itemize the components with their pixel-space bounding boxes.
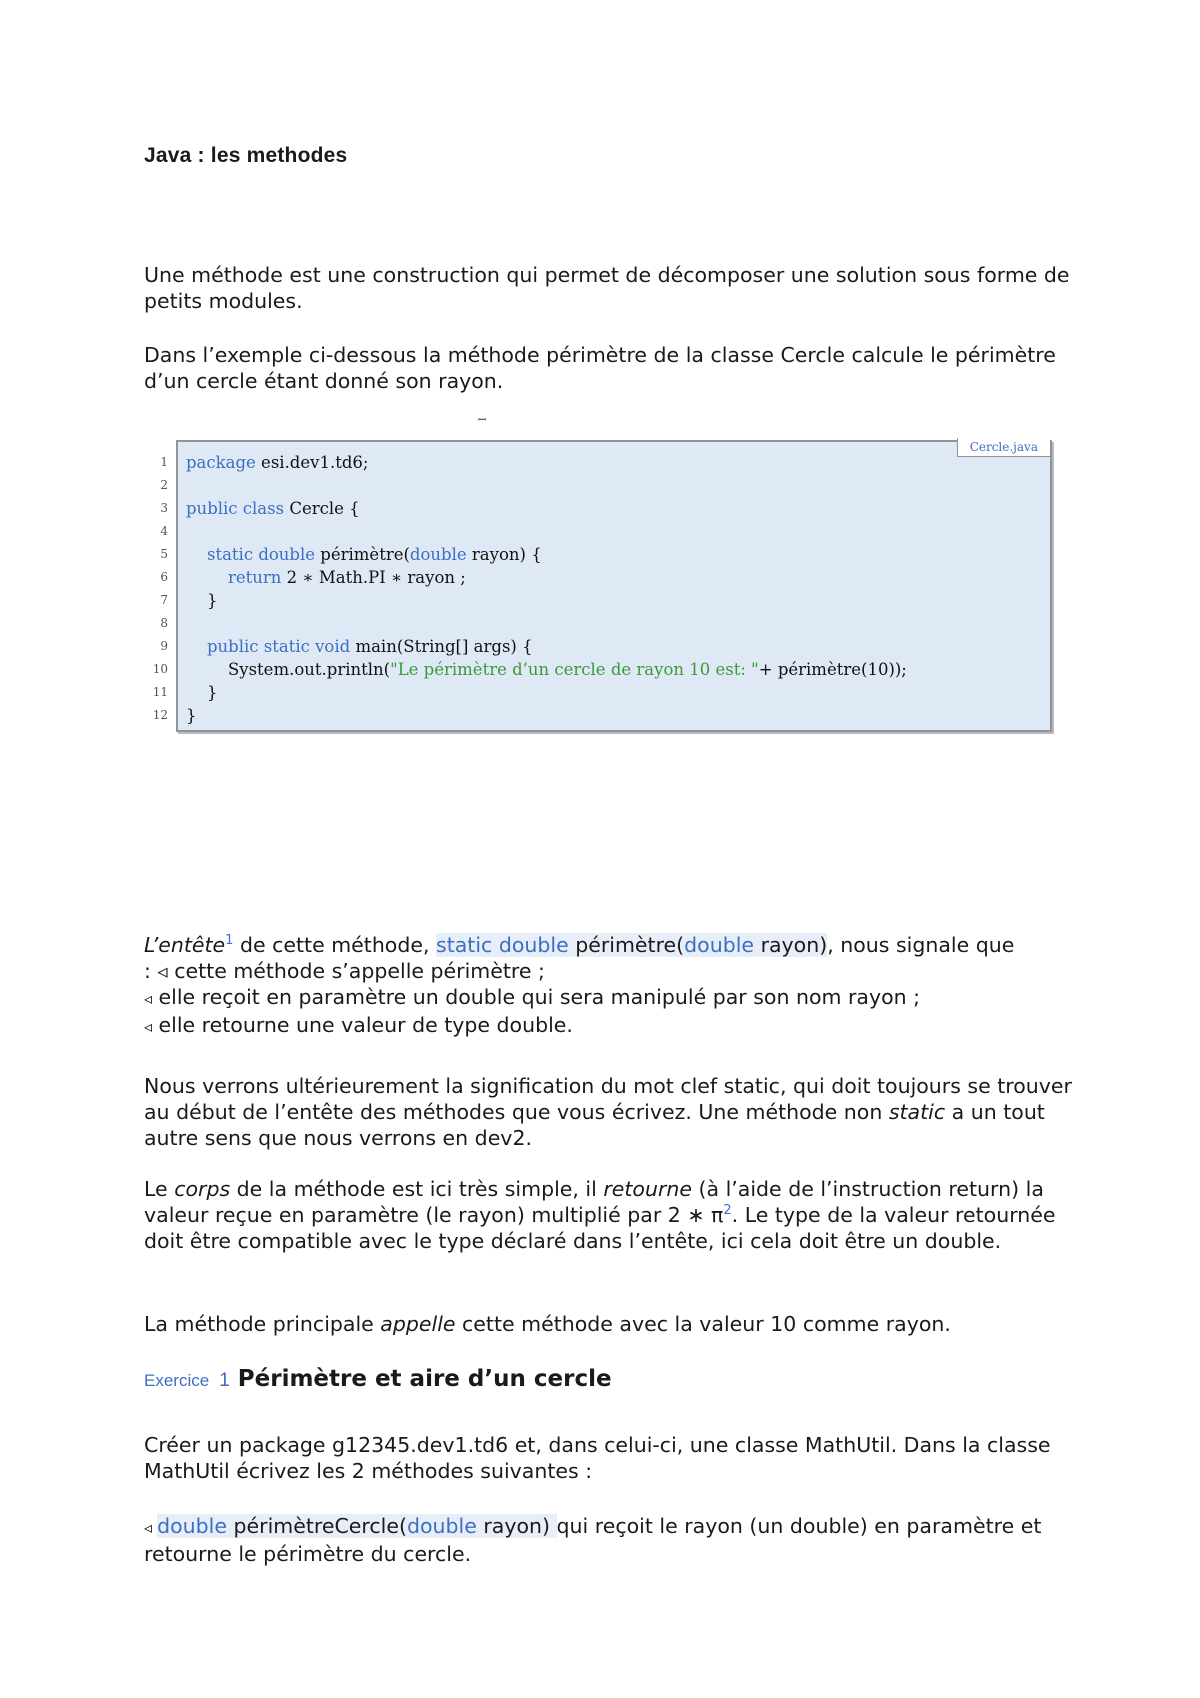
code-keyword: static double [206, 545, 316, 564]
corps-text: de la méthode est ici très simple, il [230, 1177, 604, 1201]
code-line-12: } [186, 706, 197, 725]
signature-keyword: double [406, 1514, 477, 1538]
code-keyword: return [227, 568, 282, 587]
document-title: Java : les methodes [144, 144, 348, 167]
entete-line-2: : ◃ cette méthode s’appelle périmètre ; [144, 959, 545, 983]
line-number: 6 [160, 570, 168, 584]
bullet-text: elle reçoit en paramètre un double qui sera manipulé par son nom rayon ; [152, 985, 921, 1009]
exercise-item-text: qui reçoit le rayon (un double) en paramètre et retourne le périmètre du cercle. [144, 1514, 1042, 1566]
line-number: 2 [160, 478, 168, 492]
corps-text: . Le type de la valeur retournée doit être compatible avec le type déclaré dans l’entête, ici cela doit être un double. [144, 1203, 1056, 1253]
code-token: 2 ∗ Math.PI ∗ rayon ; [281, 568, 466, 587]
line-number: 11 [152, 685, 168, 699]
bullet-icon: ◃ [144, 1017, 153, 1036]
entete-paragraph [144, 932, 1074, 1040]
footnote-ref-1: 1 [225, 933, 234, 948]
small-mark: ꟷ [478, 415, 487, 426]
line-number: 10 [152, 662, 168, 676]
entete-text: , nous signale que [827, 933, 1015, 957]
code-token: System.out.println( [186, 660, 391, 679]
code-line-4 [186, 520, 907, 543]
footnote-ref-2: 2 [723, 1203, 732, 1218]
static-text: a un tout autre sens que nous verrons en dev2. [144, 1100, 1045, 1150]
exercise-heading [144, 1366, 612, 1392]
code-line-10 [186, 658, 907, 681]
signature-keyword: static double [436, 933, 569, 957]
code-line-1 [186, 451, 907, 474]
exercise-paragraph: Créer un package g12345.dev1.td6 et, dans celui-ci, une classe MathUtil. Dans la classe MathUtil écrivez les 2 méthodes suivantes : [144, 1433, 1051, 1483]
signature-end: rayon) [476, 1514, 557, 1538]
entete-line-1 [144, 932, 1074, 958]
method-signature [157, 1514, 556, 1538]
signature-keyword: double [684, 933, 755, 957]
code-text [186, 451, 907, 727]
code-keyword: double [409, 545, 467, 564]
line-numbers [144, 451, 168, 727]
code-line-5 [186, 543, 907, 566]
main-text: La méthode principale [144, 1312, 381, 1336]
line-number: 12 [152, 708, 168, 722]
bullet-icon: ◃ [144, 989, 153, 1008]
line-number: 8 [160, 616, 168, 630]
static-emphasis: static [888, 1100, 946, 1124]
code-token: rayon) { [466, 545, 542, 564]
code-line-3 [186, 497, 907, 520]
code-line-9 [186, 635, 907, 658]
signature-name: périmètre( [568, 933, 685, 957]
code-line-6 [186, 566, 907, 589]
code-keyword: package [186, 453, 256, 472]
code-string: "Le périmètre d’un cercle de rayon 10 est: " [390, 660, 759, 679]
code-indent [186, 545, 207, 564]
main-text: cette méthode avec la valeur 10 comme rayon. [455, 1312, 951, 1336]
code-line-2 [186, 474, 907, 497]
static-paragraph [144, 1073, 1074, 1151]
exercise-label: Exercice [144, 1371, 210, 1390]
code-keyword: public static void [206, 637, 351, 656]
line-number: 4 [160, 524, 168, 538]
corps-emphasis: corps [174, 1177, 231, 1201]
code-line-11: } [186, 683, 218, 702]
code-token: Cercle { [284, 499, 360, 518]
signature-end: rayon) [754, 933, 828, 957]
line-number: 5 [160, 547, 168, 561]
entete-line-4 [144, 1012, 1074, 1040]
code-indent [186, 568, 228, 587]
entete-term: L’entête [144, 933, 226, 957]
code-token: + périmètre(10)); [758, 660, 907, 679]
code-token: main(String[] args) { [350, 637, 533, 656]
entete-text: de cette méthode, [233, 933, 437, 957]
code-listing [144, 440, 1054, 735]
corps-text: (à l’aide de l’instruction return) la valeur reçue en paramètre (le rayon) multiplié par 2 ∗ π [144, 1177, 1044, 1227]
bullet-icon: ◃ [144, 1518, 158, 1537]
entete-line-3 [144, 984, 1074, 1012]
code-token: périmètre( [315, 545, 410, 564]
code-indent [186, 637, 207, 656]
code-box [176, 440, 1052, 732]
intro-paragraph: Une méthode est une construction qui permet de décomposer une solution sous forme de petits modules. [144, 263, 1070, 313]
exercise-item [144, 1513, 1074, 1567]
main-paragraph [144, 1311, 1074, 1337]
code-token: esi.dev1.td6; [255, 453, 369, 472]
corps-text: Le [144, 1177, 175, 1201]
code-keyword: public class [186, 499, 285, 518]
line-number: 9 [160, 639, 168, 653]
exercise-number: 1 [219, 1370, 230, 1391]
exercise-title: Périmètre et aire d’un cercle [237, 1366, 612, 1392]
corps-emphasis: retourne [603, 1177, 692, 1201]
corps-paragraph [144, 1176, 1074, 1254]
code-line-7: } [186, 591, 218, 610]
line-number: 7 [160, 593, 168, 607]
example-intro-paragraph: Dans l’exemple ci-dessous la méthode périmètre de la classe Cercle calcule le périmètre d’un cercle étant donné son rayon. [144, 343, 1056, 393]
main-emphasis: appelle [380, 1312, 456, 1336]
method-signature [436, 933, 827, 957]
file-name-tab: Cercle.java [957, 438, 1050, 457]
line-number: 1 [160, 455, 168, 469]
line-number: 3 [160, 501, 168, 515]
signature-keyword: double [157, 1514, 227, 1538]
static-text: Nous verrons ultérieurement la signification du mot clef static, qui doit toujours se trouver au début de l’entête des méthodes que vous écrivez. Une méthode non [144, 1074, 1072, 1124]
bullet-text: elle retourne une valeur de type double. [152, 1013, 573, 1037]
code-line-8 [186, 612, 907, 635]
signature-name: périmètreCercle( [227, 1514, 407, 1538]
